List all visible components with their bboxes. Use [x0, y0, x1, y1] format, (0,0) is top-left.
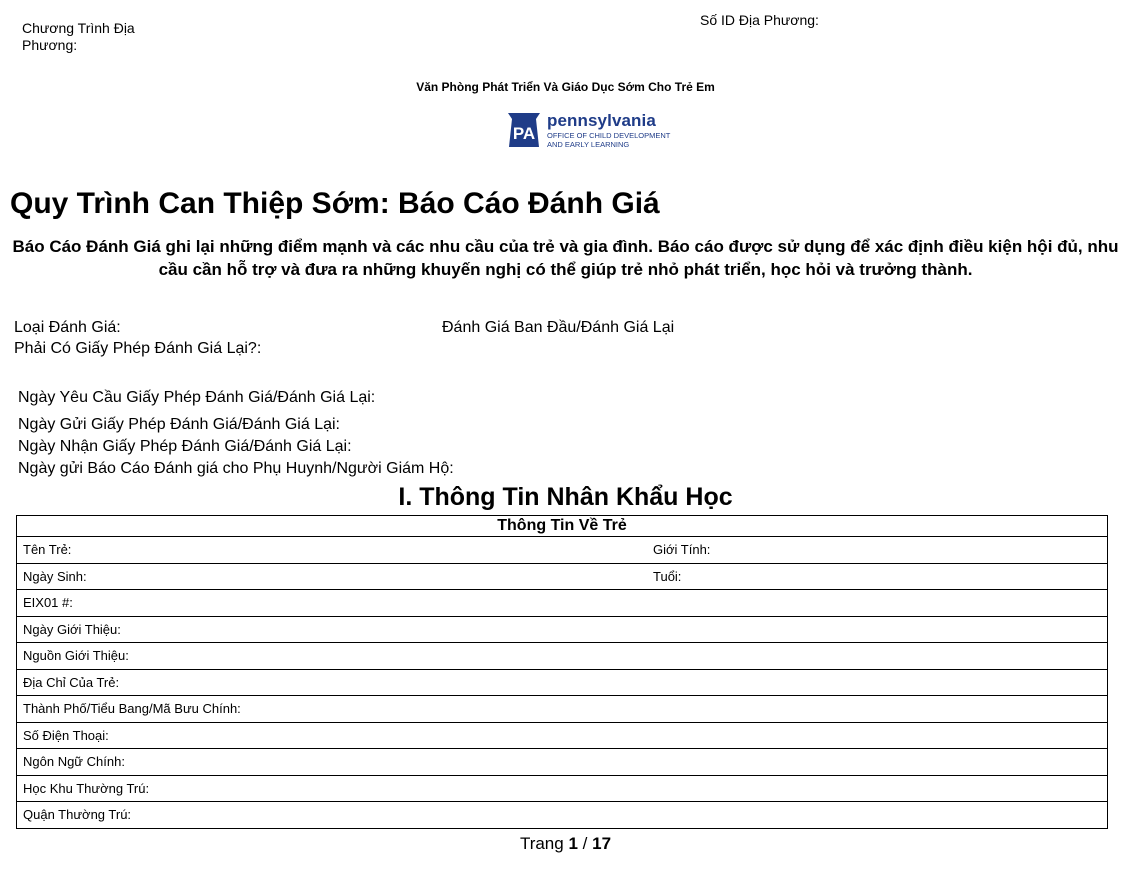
eval-type-label: Loại Đánh Giá:	[14, 319, 121, 336]
dob-label: Ngày Sinh:	[17, 563, 413, 590]
page-title: Quy Trình Can Thiệp Sớm: Báo Cáo Đánh Giá	[10, 187, 660, 220]
dob-value[interactable]	[412, 563, 647, 590]
eval-type-value: Đánh Giá Ban Đầu/Đánh Giá Lại	[442, 319, 675, 336]
table-row	[17, 590, 1108, 617]
child-name-value[interactable]	[412, 537, 647, 564]
permit-received-date-label: Ngày Nhận Giấy Phép Đánh Giá/Đánh Giá Lại:	[18, 438, 352, 455]
phone-label: Số Điện Thoại:	[17, 722, 1108, 749]
age-label: Tuổi:	[647, 563, 1108, 590]
table-row	[17, 722, 1108, 749]
local-program-label: Chương Trình Địa Phương:	[22, 20, 135, 53]
child-info-table	[16, 515, 1108, 829]
report-sent-date-label: Ngày gửi Báo Cáo Đánh giá cho Phụ Huynh/Người Giám Hộ:	[18, 460, 454, 477]
page-current: 1	[568, 834, 578, 853]
permit-request-date-label: Ngày Yêu Cầu Giấy Phép Đánh Giá/Đánh Giá Lại:	[18, 389, 376, 406]
city-state-zip-label: Thành Phố/Tiểu Bang/Mã Bưu Chính:	[17, 696, 1108, 723]
permit-required-label: Phải Có Giấy Phép Đánh Giá Lại?:	[14, 340, 262, 357]
language-label: Ngôn Ngữ Chính:	[17, 749, 1108, 776]
gender-label: Giới Tính:	[647, 537, 1108, 564]
section-title: I. Thông Tin Nhân Khẩu Học	[398, 483, 733, 511]
eix01-label: EIX01 #:	[17, 590, 1108, 617]
page-total: 17	[592, 834, 612, 853]
intro-paragraph: Báo Cáo Đánh Giá ghi lại những điểm mạnh và các nhu cầu của trẻ và gia đình. Báo cáo được sử dụng để xác định điều kiện hội đủ, nhu cầu cần hỗ trợ và đưa ra những khuyến nghị có thể giúp trẻ nhỏ phát triển, học hỏi và trưởng thành.	[12, 237, 1119, 279]
table-row	[17, 775, 1108, 802]
referral-source-label: Nguồn Giới Thiệu:	[17, 643, 1108, 670]
table-row	[17, 696, 1108, 723]
logo-wordmark: pennsylvania	[547, 111, 656, 130]
pa-keystone-icon	[505, 111, 543, 149]
logo-badge-text: PA	[512, 124, 536, 143]
county-label: Quận Thường Trú:	[17, 802, 1108, 829]
logo-subtitle	[547, 131, 670, 149]
table-row	[17, 749, 1108, 776]
page-separator: /	[582, 834, 588, 853]
address-label: Địa Chỉ Của Trẻ:	[17, 669, 1108, 696]
table-row	[17, 643, 1108, 670]
table-row	[17, 616, 1108, 643]
child-name-label: Tên Trẻ:	[17, 537, 413, 564]
page-prefix: Trang	[519, 834, 564, 853]
table-row	[17, 669, 1108, 696]
referral-date-label: Ngày Giới Thiệu:	[17, 616, 1108, 643]
logo-subtitle-line2: AND EARLY LEARNING	[547, 140, 630, 149]
table-subheading: Thông Tin Về Trẻ	[17, 516, 1108, 537]
table-row	[17, 802, 1108, 829]
permit-sent-date-label: Ngày Gửi Giấy Phép Đánh Giá/Đánh Giá Lại:	[18, 416, 340, 433]
school-district-label: Học Khu Thường Trú:	[17, 775, 1108, 802]
office-name: Văn Phòng Phát Triển Và Giáo Dục Sớm Cho Trẻ Em	[416, 80, 715, 94]
page-number	[0, 834, 1131, 854]
table-row	[17, 537, 1108, 564]
local-id-label: Số ID Địa Phương:	[700, 12, 819, 28]
logo-subtitle-line1: OFFICE OF CHILD DEVELOPMENT	[547, 131, 671, 140]
table-subheading-row	[17, 516, 1108, 537]
table-row	[17, 563, 1108, 590]
pennsylvania-ocdel-logo	[505, 111, 685, 151]
